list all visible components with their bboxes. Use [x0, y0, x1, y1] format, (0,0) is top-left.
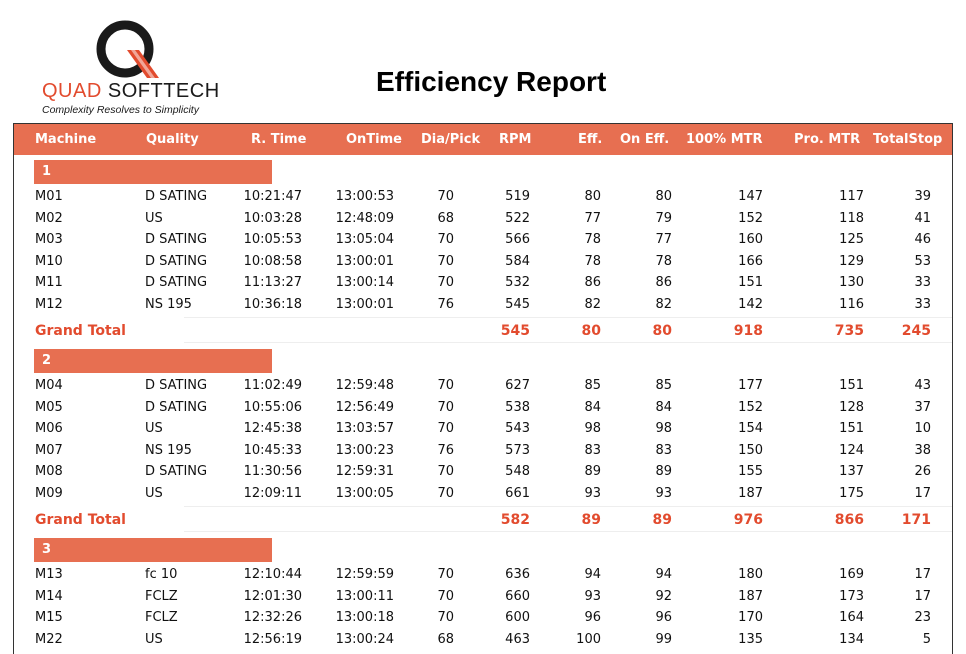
cell-machine: M03 [35, 232, 63, 247]
table-row [14, 483, 952, 504]
cell-on-eff: 77 [655, 232, 672, 247]
table-row [14, 375, 952, 396]
cell-ontime: 13:00:01 [335, 253, 394, 269]
cell-mtr-100: 152 [738, 210, 763, 226]
cell-ontime: 13:03:57 [335, 421, 394, 436]
cell-totalstop: 17 [914, 588, 931, 604]
total-mtr-100: 918 [733, 323, 763, 339]
cell-on-eff: 79 [655, 210, 672, 226]
cell-on-eff: 99 [655, 631, 672, 647]
cell-ontime: 12:59:31 [335, 464, 394, 479]
table-row [14, 461, 952, 482]
cell-mtr-100: 187 [738, 485, 763, 501]
table-row [14, 397, 952, 418]
cell-ontime: 13:00:53 [335, 189, 394, 204]
total-rpm: 545 [500, 323, 530, 339]
cell-machine: M06 [35, 421, 63, 436]
cell-pro-mtr: 118 [839, 210, 864, 226]
cell-rpm: 519 [505, 189, 530, 204]
group-header-3 [34, 538, 272, 562]
col-totalstop: TotalStop [873, 132, 943, 147]
cell-eff: 96 [584, 610, 601, 625]
cell-rpm: 522 [505, 210, 530, 226]
logo-wordmark: QUAD SOFTTECH [42, 80, 220, 102]
col-rpm: RPM [499, 132, 532, 147]
cell-pro-mtr: 173 [839, 588, 864, 604]
cell-machine: M05 [35, 399, 63, 415]
cell-mtr-100: 150 [738, 442, 763, 458]
total-separator [184, 531, 952, 532]
cell-quality: D SATING [145, 232, 208, 247]
cell-on-eff: 89 [655, 464, 672, 479]
cell-quality: US [145, 631, 163, 647]
cell-totalstop: 37 [914, 399, 931, 415]
cell-ontime: 12:56:49 [335, 399, 394, 415]
total-pro-mtr: 735 [834, 323, 864, 339]
cell-rpm: 538 [505, 399, 530, 415]
total-eff: 89 [581, 512, 601, 528]
table-row [14, 440, 952, 461]
cell-machine: M13 [35, 567, 63, 582]
cell-dia-pick: 70 [437, 485, 454, 501]
grand-total-row [14, 509, 952, 531]
col-dia-pick: Dia/Pick [421, 132, 481, 147]
cell-r-time: 11:30:56 [243, 464, 302, 479]
cell-eff: 94 [584, 567, 601, 582]
cell-on-eff: 86 [655, 275, 672, 290]
cell-quality: NS 195 [145, 442, 192, 458]
cell-rpm: 661 [505, 485, 530, 501]
group-label: 3 [42, 542, 52, 557]
cell-dia-pick: 68 [437, 210, 454, 226]
cell-quality: D SATING [145, 275, 208, 290]
cell-totalstop: 33 [914, 275, 931, 290]
cell-r-time: 12:32:26 [243, 610, 302, 625]
cell-on-eff: 78 [655, 253, 672, 269]
cell-rpm: 627 [505, 378, 530, 393]
cell-mtr-100: 147 [738, 189, 763, 204]
group-label: 1 [42, 164, 52, 179]
cell-mtr-100: 166 [738, 253, 763, 269]
cell-pro-mtr: 134 [839, 631, 864, 647]
cell-quality: D SATING [145, 399, 208, 415]
cell-dia-pick: 70 [437, 421, 454, 436]
table-row [14, 586, 952, 607]
cell-on-eff: 92 [655, 588, 672, 604]
cell-totalstop: 41 [914, 210, 931, 226]
cell-ontime: 13:05:04 [335, 232, 394, 247]
cell-totalstop: 38 [914, 442, 931, 458]
cell-eff: 83 [584, 442, 601, 458]
cell-pro-mtr: 116 [839, 296, 864, 312]
cell-mtr-100: 135 [738, 631, 763, 647]
cell-machine: M08 [35, 464, 63, 479]
cell-quality: FCLZ [145, 588, 178, 604]
cell-machine: M01 [35, 189, 63, 204]
cell-mtr-100: 152 [738, 399, 763, 415]
cell-r-time: 10:21:47 [243, 189, 302, 204]
col-on-eff: On Eff. [620, 132, 670, 147]
cell-ontime: 13:00:24 [335, 631, 394, 647]
cell-ontime: 13:00:11 [335, 588, 394, 604]
table-row [14, 272, 952, 293]
cell-pro-mtr: 125 [839, 232, 864, 247]
logo-tagline: Complexity Resolves to Simplicity [42, 104, 199, 116]
cell-machine: M07 [35, 442, 63, 458]
total-on-eff: 80 [652, 323, 672, 339]
cell-r-time: 12:45:38 [243, 421, 302, 436]
cell-quality: US [145, 421, 163, 436]
cell-ontime: 13:00:05 [335, 485, 394, 501]
cell-eff: 93 [584, 485, 601, 501]
table-row [14, 208, 952, 229]
cell-totalstop: 17 [914, 485, 931, 501]
cell-eff: 78 [584, 253, 601, 269]
cell-r-time: 10:36:18 [243, 296, 302, 312]
cell-rpm: 660 [505, 588, 530, 604]
total-totalstop: 171 [901, 512, 931, 528]
report-title: Efficiency Report [376, 66, 607, 97]
group-label: 2 [42, 353, 52, 368]
cell-machine: M12 [35, 296, 63, 312]
cell-on-eff: 98 [655, 421, 672, 436]
cell-eff: 84 [584, 399, 601, 415]
cell-totalstop: 53 [914, 253, 931, 269]
cell-mtr-100: 155 [738, 464, 763, 479]
table-row [14, 186, 952, 207]
cell-eff: 86 [584, 275, 601, 290]
cell-r-time: 10:03:28 [243, 210, 302, 226]
cell-machine: M10 [35, 253, 63, 269]
table-row [14, 564, 952, 585]
cell-dia-pick: 70 [437, 464, 454, 479]
cell-on-eff: 96 [655, 610, 672, 625]
cell-eff: 77 [584, 210, 601, 226]
cell-r-time: 12:01:30 [243, 588, 302, 604]
cell-on-eff: 85 [655, 378, 672, 393]
cell-dia-pick: 76 [437, 296, 454, 312]
cell-machine: M11 [35, 275, 63, 290]
cell-dia-pick: 70 [437, 588, 454, 604]
cell-machine: M02 [35, 210, 63, 226]
cell-eff: 78 [584, 232, 601, 247]
cell-on-eff: 84 [655, 399, 672, 415]
col-r-time: R. Time [251, 132, 307, 147]
cell-machine: M22 [35, 631, 63, 647]
cell-totalstop: 33 [914, 296, 931, 312]
cell-quality: D SATING [145, 189, 208, 204]
cell-pro-mtr: 169 [839, 567, 864, 582]
cell-ontime: 13:00:01 [335, 296, 394, 312]
cell-quality: US [145, 485, 163, 501]
cell-machine: M09 [35, 485, 63, 501]
cell-dia-pick: 68 [437, 631, 454, 647]
cell-ontime: 13:00:18 [335, 610, 394, 625]
cell-totalstop: 39 [914, 189, 931, 204]
cell-r-time: 10:08:58 [243, 253, 302, 269]
cell-machine: M15 [35, 610, 63, 625]
cell-ontime: 12:59:59 [335, 567, 394, 582]
table-row [14, 294, 952, 315]
cell-pro-mtr: 130 [839, 275, 864, 290]
cell-eff: 82 [584, 296, 601, 312]
cell-quality: D SATING [145, 378, 208, 393]
total-on-eff: 89 [652, 512, 672, 528]
col-quality: Quality [146, 132, 199, 147]
cell-mtr-100: 187 [738, 588, 763, 604]
total-separator [184, 506, 952, 507]
cell-mtr-100: 142 [738, 296, 763, 312]
table-row [14, 229, 952, 250]
cell-quality: D SATING [145, 464, 208, 479]
company-logo [38, 18, 218, 118]
total-pro-mtr: 866 [834, 512, 864, 528]
cell-ontime: 12:59:48 [335, 378, 394, 393]
quad-logo-icon [93, 20, 163, 82]
cell-r-time: 10:05:53 [243, 232, 302, 247]
cell-rpm: 548 [505, 464, 530, 479]
cell-rpm: 584 [505, 253, 530, 269]
report-table [13, 123, 953, 654]
cell-dia-pick: 76 [437, 442, 454, 458]
cell-eff: 100 [576, 631, 601, 647]
cell-eff: 85 [584, 378, 601, 393]
cell-machine: M04 [35, 378, 63, 393]
table-row [14, 607, 952, 628]
col-100-mtr: 100% MTR [686, 132, 763, 147]
cell-machine: M14 [35, 588, 63, 604]
cell-on-eff: 83 [655, 442, 672, 458]
col-machine: Machine [35, 132, 97, 147]
cell-quality: FCLZ [145, 610, 178, 625]
col-ontime: OnTime [346, 132, 402, 147]
table-row [14, 418, 952, 439]
cell-rpm: 566 [505, 232, 530, 247]
cell-dia-pick: 70 [437, 275, 454, 290]
cell-dia-pick: 70 [437, 189, 454, 204]
grand-total-label: Grand Total [35, 512, 126, 528]
grand-total-label: Grand Total [35, 323, 126, 339]
cell-r-time: 12:56:19 [243, 631, 302, 647]
cell-rpm: 463 [505, 631, 530, 647]
cell-dia-pick: 70 [437, 253, 454, 269]
cell-quality: NS 195 [145, 296, 192, 312]
cell-mtr-100: 154 [738, 421, 763, 436]
table-row [14, 629, 952, 650]
cell-pro-mtr: 117 [839, 189, 864, 204]
cell-rpm: 573 [505, 442, 530, 458]
cell-on-eff: 80 [655, 189, 672, 204]
cell-totalstop: 17 [914, 567, 931, 582]
cell-mtr-100: 180 [738, 567, 763, 582]
cell-pro-mtr: 129 [839, 253, 864, 269]
cell-rpm: 532 [505, 275, 530, 290]
cell-r-time: 10:55:06 [243, 399, 302, 415]
cell-pro-mtr: 137 [839, 464, 864, 479]
table-row [14, 251, 952, 272]
cell-on-eff: 93 [655, 485, 672, 501]
cell-pro-mtr: 128 [839, 399, 864, 415]
group-header-2 [34, 349, 272, 373]
cell-totalstop: 5 [922, 631, 931, 647]
total-mtr-100: 976 [733, 512, 763, 528]
cell-pro-mtr: 175 [839, 485, 864, 501]
cell-rpm: 636 [505, 567, 530, 582]
cell-totalstop: 10 [914, 421, 931, 436]
cell-eff: 80 [584, 189, 601, 204]
cell-r-time: 12:09:11 [243, 485, 302, 501]
cell-pro-mtr: 124 [839, 442, 864, 458]
cell-totalstop: 26 [914, 464, 931, 479]
cell-totalstop: 43 [914, 378, 931, 393]
col-pro-mtr: Pro. MTR [794, 132, 861, 147]
cell-ontime: 13:00:14 [335, 275, 394, 290]
cell-rpm: 543 [505, 421, 530, 436]
cell-r-time: 11:02:49 [243, 378, 302, 393]
cell-mtr-100: 170 [738, 610, 763, 625]
cell-r-time: 12:10:44 [243, 567, 302, 582]
total-separator [184, 317, 952, 318]
cell-pro-mtr: 151 [839, 378, 864, 393]
cell-dia-pick: 70 [437, 232, 454, 247]
cell-quality: fc 10 [145, 567, 178, 582]
total-totalstop: 245 [901, 323, 931, 339]
cell-eff: 93 [584, 588, 601, 604]
cell-totalstop: 23 [914, 610, 931, 625]
cell-mtr-100: 160 [738, 232, 763, 247]
cell-mtr-100: 151 [738, 275, 763, 290]
cell-dia-pick: 70 [437, 610, 454, 625]
cell-dia-pick: 70 [437, 378, 454, 393]
cell-pro-mtr: 164 [839, 610, 864, 625]
cell-ontime: 13:00:23 [335, 442, 394, 458]
cell-on-eff: 82 [655, 296, 672, 312]
grand-total-row [14, 320, 952, 342]
cell-mtr-100: 177 [738, 378, 763, 393]
table-header [14, 124, 952, 155]
total-rpm: 582 [500, 512, 530, 528]
cell-quality: US [145, 210, 163, 226]
cell-r-time: 11:13:27 [243, 275, 302, 290]
cell-quality: D SATING [145, 253, 208, 269]
cell-on-eff: 94 [655, 567, 672, 582]
group-header-1 [34, 160, 272, 184]
total-separator [184, 342, 952, 343]
cell-rpm: 600 [505, 610, 530, 625]
cell-eff: 89 [584, 464, 601, 479]
cell-r-time: 10:45:33 [243, 442, 302, 458]
total-eff: 80 [581, 323, 601, 339]
cell-dia-pick: 70 [437, 567, 454, 582]
cell-rpm: 545 [505, 296, 530, 312]
col-eff: Eff. [578, 132, 603, 147]
cell-eff: 98 [584, 421, 601, 436]
cell-totalstop: 46 [914, 232, 931, 247]
cell-dia-pick: 70 [437, 399, 454, 415]
cell-ontime: 12:48:09 [335, 210, 394, 226]
cell-pro-mtr: 151 [839, 421, 864, 436]
